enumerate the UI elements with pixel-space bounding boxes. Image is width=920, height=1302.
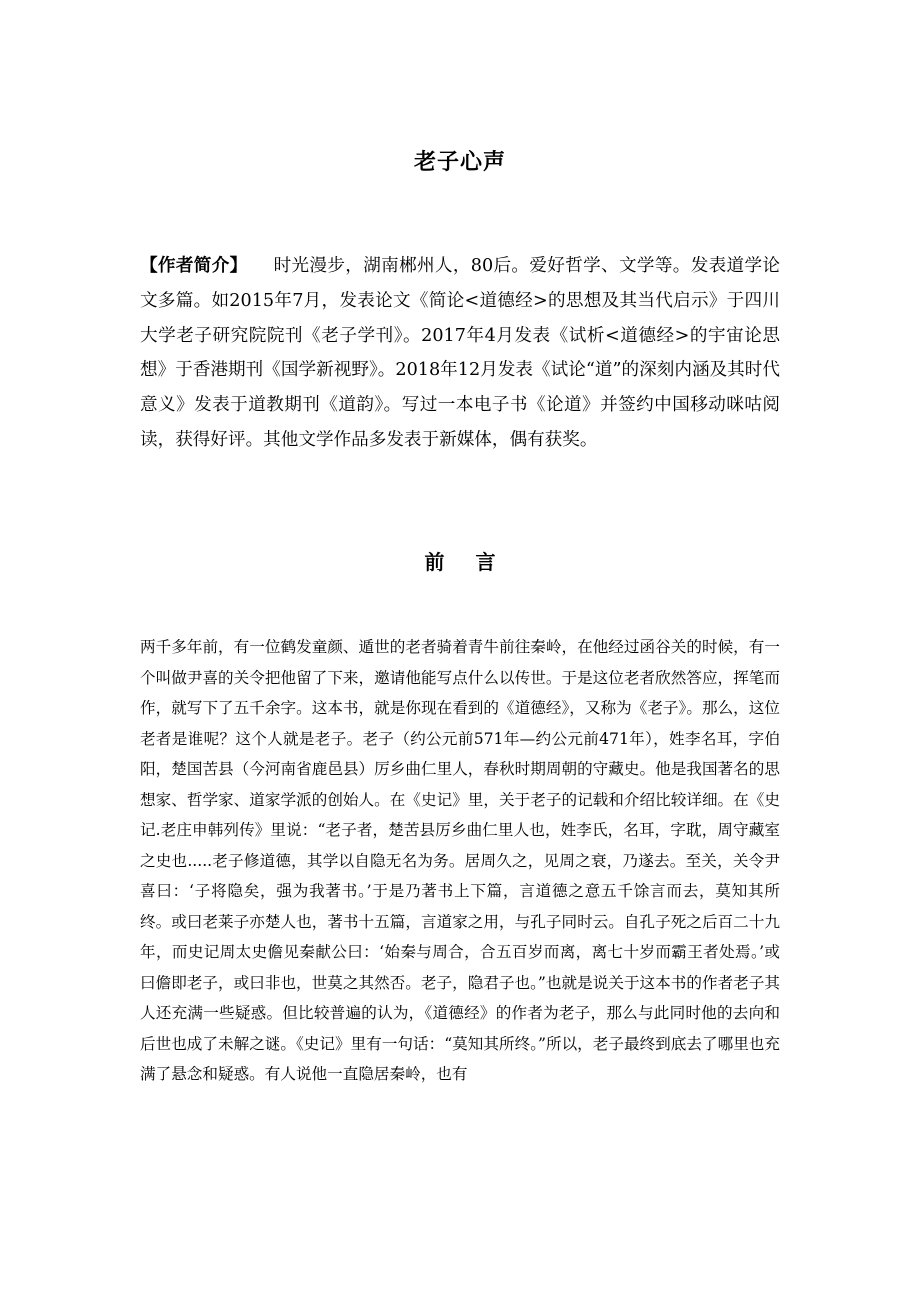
author-introduction-label: 【作者简介】 <box>140 255 248 276</box>
preface-body: 两千多年前，有一位鹤发童颜、遁世的老者骑着青牛前往秦岭，在他经过函谷关的时候，有一个叫做尹喜的关令把他留了下来，邀请他能写点什么以传世。于是这位老者欣然答应，挥笔而作，就写下了五千余字。这本书，就是你现在看到的《道德经》，又称为《老子》。那么，这位老者是谁呢？这个人就是老子。老子（约公元前571年—约公元前471年），姓李名耳，字伯阳，楚国苦县（今河南省鹿邑县）厉乡曲仁里人，春秋时期周朝的守藏史。他是我国著名的思想家、哲学家、道家学派的创始人。在《史记》里，关于老子的记载和介绍比较详细。在《史记.老庄申韩列传》里说：“老子者，楚苦县厉乡曲仁里人也，姓李氏，名耳，字耽，周守藏室之史也.....老子修道德，其学以自隐无名为务。居周久之，见周之衰，乃遂去。至关，关令尹喜曰：‘子将隐矣，强为我著书。’于是乃著书上下篇，言道德之意五千馀言而去，莫知其所终。或曰老莱子亦楚人也，著书十五篇，言道家之用，与孔子同时云。自孔子死之后百二十九年，而史记周太史儋见秦献公曰：‘始秦与周合，合五百岁而离，离七十岁而霸王者处焉。’或曰儋即老子，或曰非也，世莫之其然否。老子，隐君子也。”也就是说关于这本书的作者老子其人还充满一些疑惑。但比较普遍的认为，《道德经》的作者为老子，那么与此同时他的去向和后世也成了未解之谜。《史记》里有一句话：“莫知其所终。”所以，老子最终到底去了哪里也充满了悬念和疑惑。有人说他一直隐居秦岭，也有 <box>140 638 780 1083</box>
author-introduction-text: 时光漫步，湖南郴州人，80后。爱好哲学、文学等。发表道学论文多篇。如2015年7月，发表论文《简论<道德经>的思想及其当代启示》于四川大学老子研究院院刊《老子学刊》。2017年4月发表《试析<道德经>的宇宙论思想》于香港期刊《国学新视野》。2018年12月发表《试论“道”的深刻内涵及其时代意义》发表于道教期刊《道韵》。写过一本电子书《论道》并签约中国移动咪咕阅读，获得好评。其他文学作品多发表于新媒体，偶有获奖。 <box>140 256 780 450</box>
preface-title: 前 言 <box>424 550 508 574</box>
document-title: 老子心声 <box>413 149 506 175</box>
author-introduction <box>140 249 780 458</box>
